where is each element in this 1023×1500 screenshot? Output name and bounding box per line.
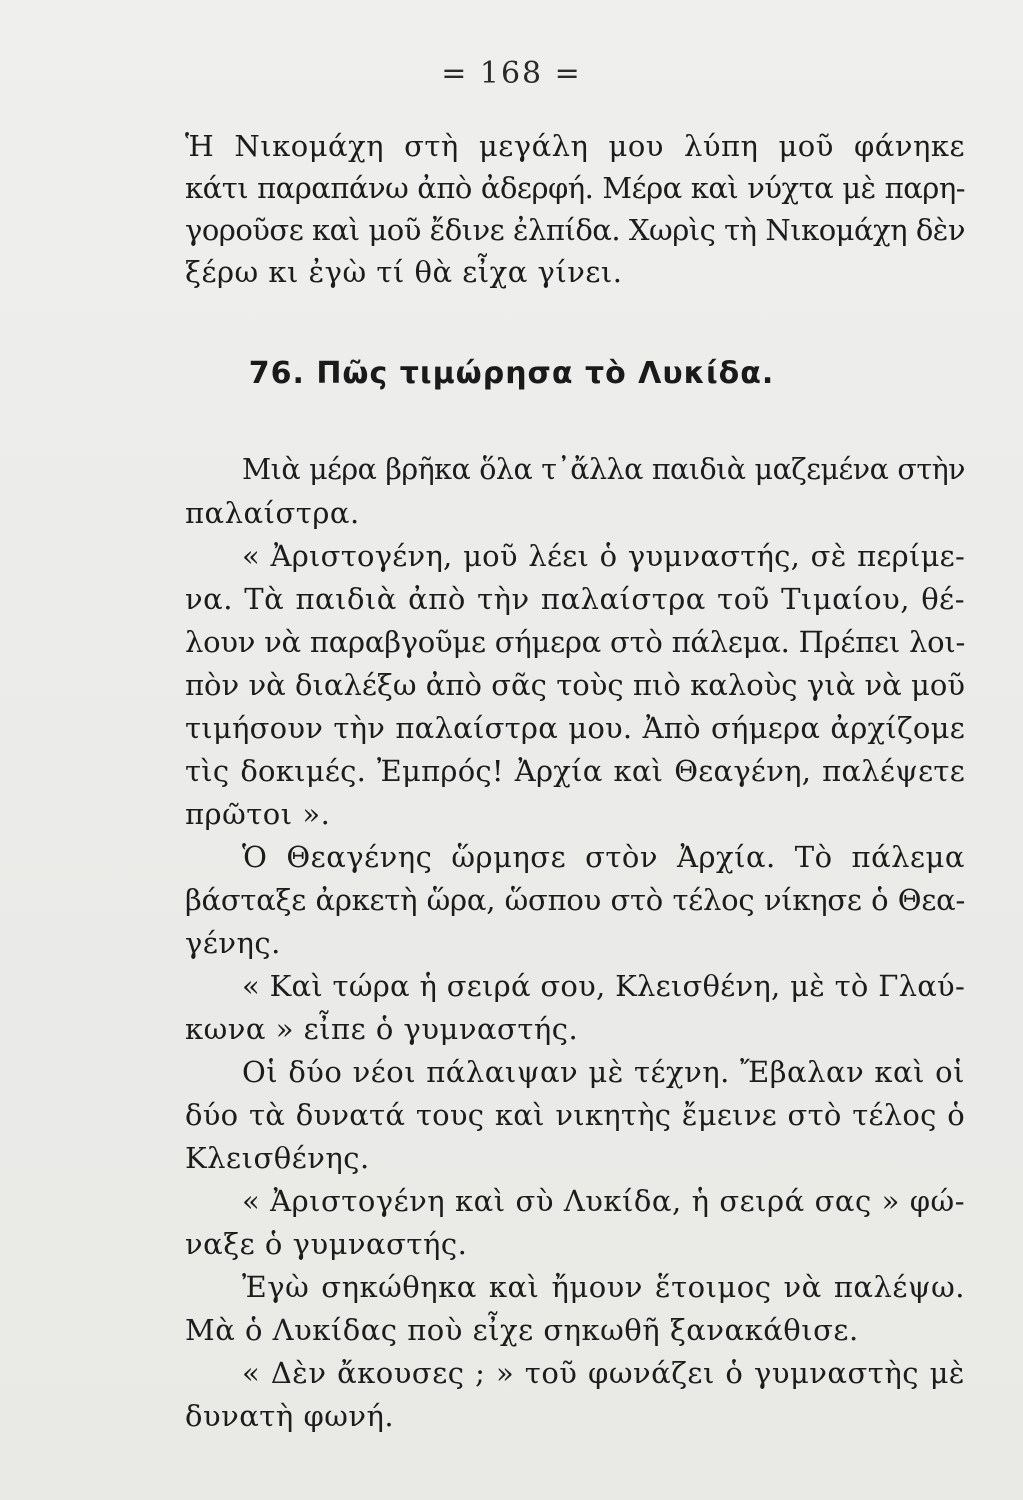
body-line: « Ἀριστογένη καὶ σὺ Λυκίδα, ἡ σειρά σας » φώ- — [242, 1184, 965, 1218]
body-line: παλαίστρα. — [185, 496, 360, 530]
intro-line: κάτι παραπάνω ἀπὸ ἀδερφή. Μέρα καὶ νύχτα μὲ παρη- — [185, 171, 965, 205]
body-line: δύο τὰ δυνατά τους καὶ νικητὴς ἔμεινε στὸ τέλος ὁ — [185, 1098, 965, 1132]
body-line: Οἱ δύο νέοι πάλαιψαν μὲ τέχνη. Ἔβαλαν καὶ οἱ — [242, 1055, 965, 1089]
section-heading: 76. Πῶς τιμώρησα τὸ Λυκίδα. — [248, 356, 775, 391]
body-line: « Καὶ τώρα ἡ σειρά σου, Κλεισθένη, μὲ τὸ Γλαύ- — [242, 969, 965, 1003]
body-line: « Δὲν ἄκουσες ; » τοῦ φωνάζει ὁ γυμναστὴς μὲ — [242, 1356, 965, 1390]
body-line: Μὰ ὁ Λυκίδας ποὺ εἶχε σηκωθῆ ξανακάθισε. — [185, 1313, 859, 1347]
body-line: Ἐγὼ σηκώθηκα καὶ ἤμουν ἕτοιμος νὰ παλέψω. — [242, 1270, 965, 1304]
body-line: να. Τὰ παιδιὰ ἀπὸ τὴν παλαίστρα τοῦ Τιμαίου, θέ- — [185, 582, 965, 616]
body-line: βάσταξε ἀρκετὴ ὥρα, ὥσπου στὸ τέλος νίκησε ὁ Θεα- — [185, 883, 965, 917]
body-line: κωνα » εἶπε ὁ γυμναστής. — [185, 1012, 579, 1046]
page-number: = 168 = — [441, 56, 582, 91]
body-line: τιμήσουν τὴν παλαίστρα μου. Ἀπὸ σήμερα ἀρχίζομε — [185, 711, 965, 745]
body-line: πὸν νὰ διαλέξω ἀπὸ σᾶς τοὺς πιὸ καλοὺς γιὰ νὰ μοῦ — [185, 668, 965, 702]
body-line: τὶς δοκιμές. Ἐμπρός! Ἀρχία καὶ Θεαγένη, παλέψετε — [185, 754, 965, 788]
body-line: « Ἀριστογένη, μοῦ λέει ὁ γυμναστής, σὲ περίμε- — [242, 539, 965, 573]
body-line: πρῶτοι ». — [185, 797, 331, 831]
intro-line: γοροῦσε καὶ μοῦ ἔδινε ἐλπίδα. Χωρὶς τὴ Νικομάχη δὲν — [185, 213, 965, 247]
body-line: ναξε ὁ γυμναστής. — [185, 1227, 468, 1261]
body-line: δυνατὴ φωνή. — [185, 1399, 395, 1433]
intro-line: Ἡ Νικομάχη στὴ μεγάλη μου λύπη μοῦ φάνηκε — [185, 129, 965, 163]
intro-line: ξέρω κι ἐγὼ τί θὰ εἶχα γίνει. — [185, 255, 623, 289]
body-line: γένης. — [185, 926, 281, 960]
body-line: Μιὰ μέρα βρῆκα ὅλα τ᾽ἄλλα παιδιὰ μαζεμένα στὴν — [242, 453, 965, 486]
body-line: Κλεισθένης. — [185, 1141, 370, 1175]
body-line: Ὁ Θεαγένης ὥρμησε στὸν Ἀρχία. Τὸ πάλεμα — [242, 840, 965, 874]
body-line: λουν νὰ παραβγοῦμε σήμερα στὸ πάλεμα. Πρέπει λοι- — [185, 625, 965, 659]
